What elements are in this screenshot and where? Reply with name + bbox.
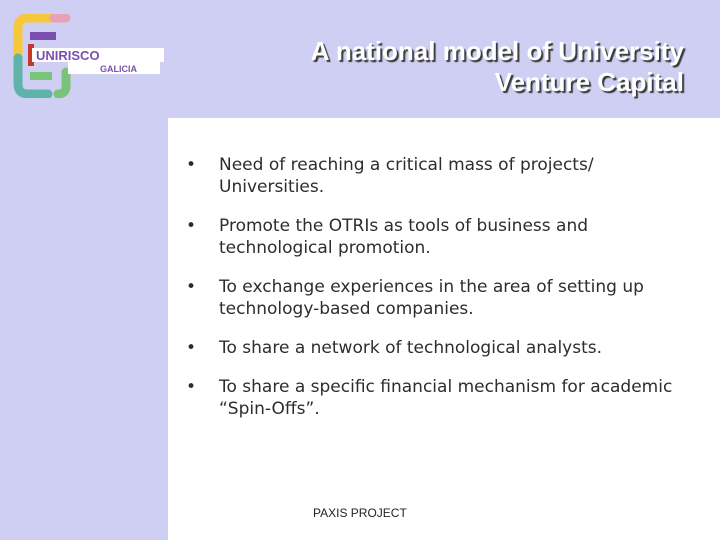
- bullet-text: To share a specific financial mechanism for academic “Spin-Offs”.: [219, 377, 673, 419]
- bullet-text: To share a network of technological analysts.: [219, 338, 603, 358]
- bullet-icon: •: [186, 277, 197, 297]
- bullet-text: Need of reaching a critical mass of projects/ Universities.: [219, 155, 594, 197]
- bullet-list: [186, 154, 686, 437]
- bullet-icon: •: [186, 338, 197, 358]
- bullet-item: [186, 215, 686, 259]
- slide-title: [244, 36, 684, 98]
- slide-title-line-1: A national model of University: [310, 36, 684, 66]
- bullet-icon: •: [186, 377, 197, 397]
- bullet-text: Promote the OTRIs as tools of business and technological promotion.: [219, 216, 589, 258]
- unirisco-galicia-logo: [8, 14, 168, 98]
- logo-text-galicia: GALICIA: [100, 64, 137, 74]
- bullet-text: To exchange experiences in the area of setting up technology-based companies.: [219, 277, 644, 319]
- bullet-item: [186, 154, 686, 198]
- logo-text-unirisco: UNIRISCO: [36, 48, 100, 63]
- slide-title-line-2: Venture Capital: [494, 67, 684, 97]
- logo-graphic: [8, 14, 168, 98]
- bullet-icon: •: [186, 155, 197, 175]
- bullet-item: [186, 376, 686, 420]
- bullet-item: [186, 276, 686, 320]
- bullet-item: [186, 337, 686, 359]
- bullet-icon: •: [186, 216, 197, 236]
- footer-text: PAXIS PROJECT: [313, 506, 407, 520]
